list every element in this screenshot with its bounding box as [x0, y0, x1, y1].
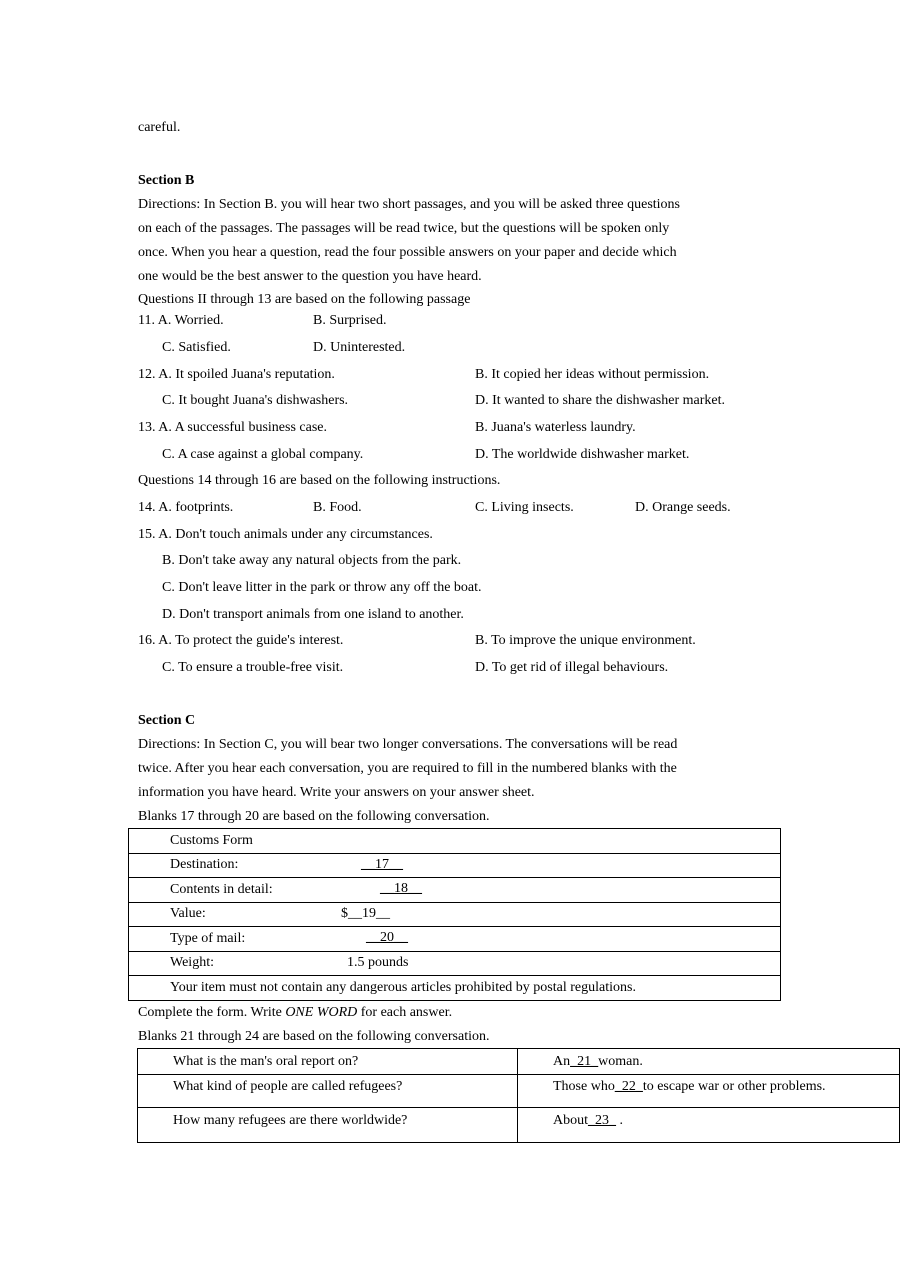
table-row: [129, 976, 781, 1001]
directions-line: on each of the passages. The passages will be read twice, but the questions will be spoken only: [138, 221, 670, 236]
customs-form-row: [129, 853, 781, 878]
qa-question: What is the man's oral report on?: [138, 1049, 518, 1075]
q13-option-d: D. The worldwide dishwasher market.: [475, 447, 690, 462]
table-row: [129, 829, 781, 854]
refugee-qa-table: [137, 1048, 900, 1143]
q16-option-d: D. To get rid of illegal behaviours.: [475, 660, 669, 675]
complete-form-instruction: Complete the form. Write ONE WORD for each answer.: [138, 1005, 453, 1020]
field-label: Value:: [170, 906, 206, 922]
table-row: [129, 878, 781, 903]
q16-option-b: B. To improve the unique environment.: [475, 633, 696, 648]
q14-option-c: C. Living insects.: [475, 500, 574, 515]
field-label: Destination:: [170, 857, 239, 873]
passage-2-intro: Questions 14 through 16 are based on the following instructions.: [138, 473, 501, 488]
blank-21: _21_: [570, 1053, 599, 1069]
weight-value: 1.5 pounds: [347, 954, 409, 970]
qa-answer: An_21_woman.: [518, 1049, 900, 1075]
table-row: [129, 902, 781, 927]
q13-option-b: B. Juana's waterless laundry.: [475, 420, 636, 435]
section-b-directions: [138, 193, 771, 289]
directions-line: Directions: In Section B. you will hear two short passages, and you will be asked three questions: [138, 197, 681, 212]
q16-option-c: C. To ensure a trouble-free visit.: [162, 660, 344, 675]
directions-line: twice. After you hear each conversation, you are required to fill in the numbered blanks with the: [138, 761, 677, 776]
section-c-heading: Section C: [138, 713, 196, 728]
q13-option-a: 13. A. A successful business case.: [138, 420, 327, 435]
q14-option-b: B. Food.: [313, 500, 362, 515]
q12-option-b: B. It copied her ideas without permission.: [475, 367, 710, 382]
directions-line: information you have heard. Write your answers on your answer sheet.: [138, 785, 535, 800]
table-row: [138, 1075, 900, 1108]
blank-22: _22_: [614, 1079, 643, 1094]
one-word-emphasis: ONE WORD: [285, 1005, 358, 1020]
section-b-heading: Section B: [138, 173, 195, 188]
customs-form-note: Your item must not contain any dangerous articles prohibited by postal regulations.: [129, 976, 781, 1001]
passage-1-intro: Questions II through 13 are based on the following passage: [138, 292, 471, 307]
table-row: [129, 951, 781, 976]
q11-option-d: D. Uninterested.: [313, 340, 406, 355]
field-label: Contents in detail:: [170, 881, 273, 897]
table-row: [138, 1108, 900, 1143]
q12-option-a: 12. A. It spoiled Juana's reputation.: [138, 367, 335, 382]
q15-option-c: C. Don't leave litter in the park or throw any off the boat.: [162, 580, 482, 595]
q14-option-d: D. Orange seeds.: [635, 500, 731, 515]
customs-form-row: [129, 951, 781, 976]
blank-19: $__19__: [341, 905, 390, 921]
customs-form-title: Customs Form: [129, 829, 781, 854]
table-row: [129, 927, 781, 952]
q13-option-c: C. A case against a global company.: [162, 447, 364, 462]
q15-option-a: 15. A. Don't touch animals under any circumstances.: [138, 527, 433, 542]
customs-form-row: [129, 902, 781, 927]
q15-option-d: D. Don't transport animals from one island to another.: [162, 607, 464, 622]
q15-option-b: B. Don't take away any natural objects from the park.: [162, 553, 462, 568]
field-label: Type of mail:: [170, 930, 246, 946]
blanks-1-intro: Blanks 17 through 20 are based on the following conversation.: [138, 809, 490, 824]
blanks-2-intro: Blanks 21 through 24 are based on the following conversation.: [138, 1029, 490, 1044]
blank-20: __20__: [366, 930, 408, 945]
customs-form-row: [129, 927, 781, 952]
blank-17: __17__: [361, 856, 403, 872]
q11-option-a: 11. A. Worried.: [138, 313, 224, 328]
q11-option-b: B. Surprised.: [313, 313, 387, 328]
field-label: Weight:: [170, 955, 214, 971]
section-c-directions: [138, 733, 771, 805]
q12-option-c: C. It bought Juana's dishwashers.: [162, 393, 349, 408]
customs-form-table: [128, 828, 781, 1001]
qa-answer: About_23_ .: [518, 1108, 900, 1143]
table-row: [129, 853, 781, 878]
table-row: [138, 1049, 900, 1075]
q16-option-a: 16. A. To protect the guide's interest.: [138, 633, 344, 648]
qa-question: How many refugees are there worldwide?: [138, 1108, 518, 1143]
customs-form-row: [129, 878, 781, 903]
q11-option-c: C. Satisfied.: [162, 340, 231, 355]
blank-18: __18__: [380, 881, 422, 896]
directions-line: one would be the best answer to the question you have heard.: [138, 269, 482, 284]
blank-23: _23_: [588, 1113, 616, 1128]
q14-option-a: 14. A. footprints.: [138, 500, 234, 515]
continued-text: careful.: [138, 120, 181, 135]
directions-line: Directions: In Section C, you will bear two longer conversations. The conversations will be read: [138, 737, 678, 752]
q12-option-d: D. It wanted to share the dishwasher market.: [475, 393, 725, 408]
qa-question: What kind of people are called refugees?: [138, 1075, 518, 1108]
qa-answer: Those who_22_to escape war or other problems.: [518, 1075, 900, 1108]
directions-line: once. When you hear a question, read the four possible answers on your paper and decide which: [138, 245, 677, 260]
